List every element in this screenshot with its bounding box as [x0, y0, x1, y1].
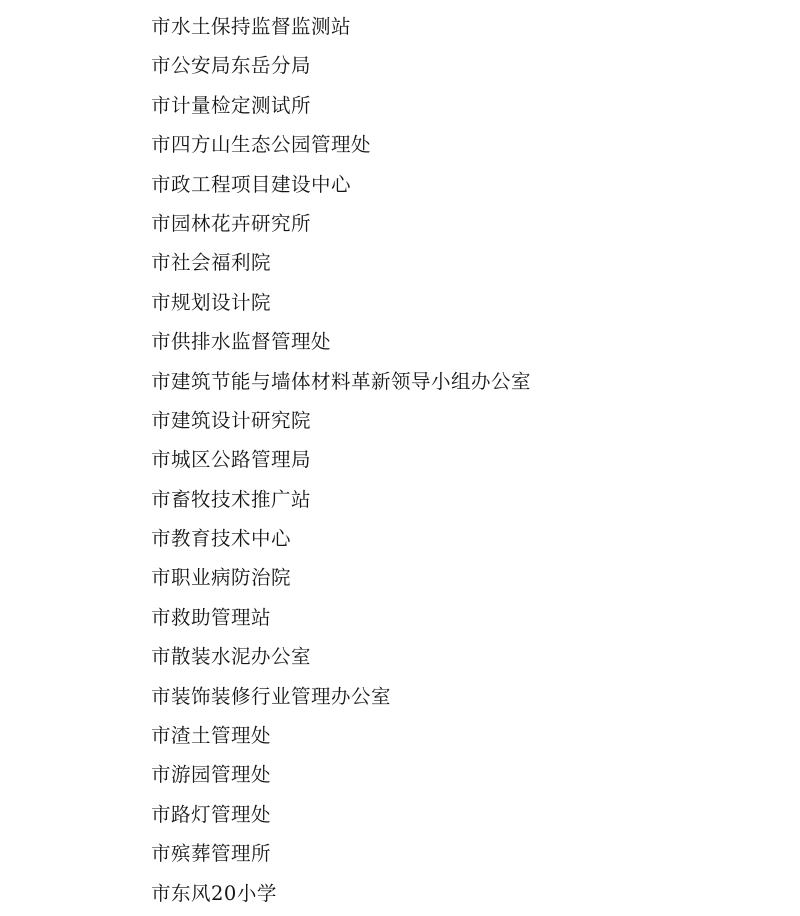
list-item: 市公安局东岳分局: [151, 54, 312, 78]
list-item: 市游园管理处: [151, 763, 272, 787]
list-item: 市装饰装修行业管理办公室: [151, 684, 392, 708]
list-item: 市四方山生态公园管理处: [151, 133, 372, 157]
list-item: 市殡葬管理所: [151, 842, 272, 866]
list-item: 市东风20小学: [151, 881, 277, 905]
list-item: 市供排水监督管理处: [151, 330, 332, 354]
list-item: 市计量检定测试所: [151, 93, 312, 117]
list-item: 市规划设计院: [151, 290, 272, 314]
list-item: 市建筑节能与墙体材料革新领导小组办公室: [151, 369, 532, 393]
list-item: 市教育技术中心: [151, 527, 292, 551]
list-item: 市建筑设计研究院: [151, 408, 312, 432]
list-item: 市职业病防治院: [151, 566, 292, 590]
list-item: 市水土保持监督监测站: [151, 15, 352, 38]
list-item: 市城区公路管理局: [151, 448, 312, 472]
list-item: 市政工程项目建设中心: [151, 172, 352, 196]
list-item: 市渣土管理处: [151, 724, 272, 748]
list-item: 市社会福利院: [151, 251, 272, 275]
institution-list: [151, 7, 531, 913]
list-item: 市园林花卉研究所: [151, 211, 312, 235]
list-item: 市散装水泥办公室: [151, 645, 312, 669]
list-item: 市救助管理站: [151, 605, 272, 629]
list-item: 市畜牧技术推广站: [151, 487, 312, 511]
list-item: 市路灯管理处: [151, 802, 272, 826]
